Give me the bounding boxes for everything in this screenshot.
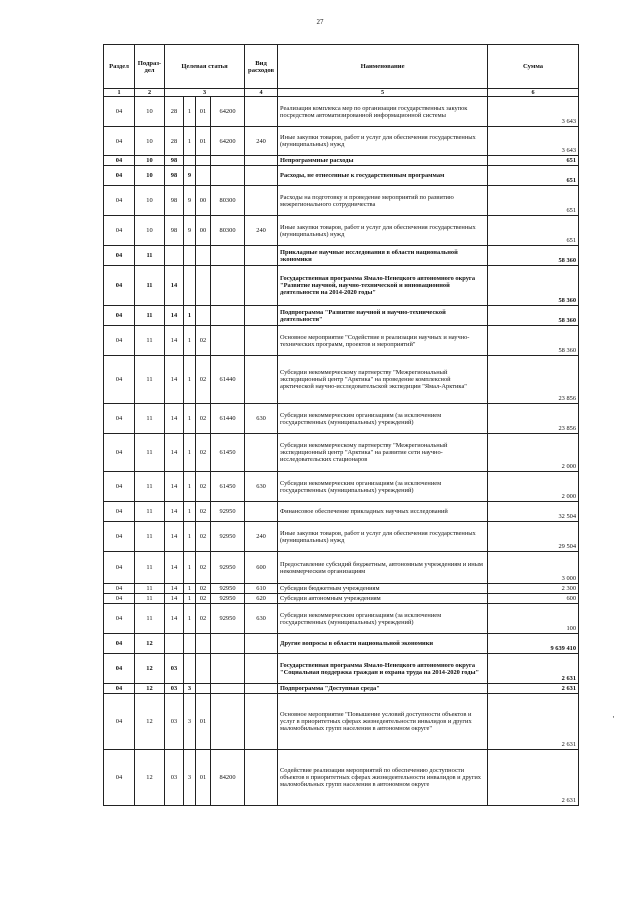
target-subprogram-cell: 1: [184, 472, 196, 502]
name-cell: Государственная программа Ямало-Ненецкого автономного округа "Развитие научной, научно-технической и инновационной деятельности на 2014-2020 годы": [278, 266, 488, 306]
column-number-5: 5: [278, 89, 488, 97]
target-activity-cell: [196, 634, 211, 654]
sum-cell: 651: [488, 216, 579, 246]
target-subprogram-cell: 3: [184, 684, 196, 694]
podrazdel-cell: 10: [135, 156, 165, 166]
name-cell: Предоставление субсидий бюджетным, автономным учреждениям и иным некоммерческим организациям: [278, 552, 488, 584]
target-program-cell: 14: [165, 434, 184, 472]
sum-cell: 58 360: [488, 266, 579, 306]
target-subprogram-cell: 9: [184, 166, 196, 186]
target-direction-cell: 80300: [211, 186, 245, 216]
table-row: [104, 594, 579, 604]
name-cell: Расходы, не отнесенные к государственным программам: [278, 166, 488, 186]
table-row: [104, 166, 579, 186]
table-row: [104, 127, 579, 156]
target-activity-cell: [196, 266, 211, 306]
target-program-cell: 14: [165, 594, 184, 604]
target-direction-cell: [211, 246, 245, 266]
target-subprogram-cell: 1: [184, 127, 196, 156]
name-cell: Субсидии автономным учреждениям: [278, 594, 488, 604]
target-subprogram-cell: 9: [184, 186, 196, 216]
razdel-cell: 04: [104, 594, 135, 604]
header-podrazdel: Подраз-дел: [135, 45, 165, 89]
name-cell: Иные закупки товаров, работ и услуг для обеспечения государственных (муниципальных) нужд: [278, 216, 488, 246]
table-row: [104, 306, 579, 326]
name-cell: Иные закупки товаров, работ и услуг для обеспечения государственных (муниципальных) нужд: [278, 127, 488, 156]
name-cell: Основное мероприятие "Повышение условий доступности объектов и услуг в приоритетных сферах жизнедеятельности инвалидов и других маломобильных групп населения в автономном округе": [278, 694, 488, 750]
sum-cell: 2 300: [488, 584, 579, 594]
podrazdel-cell: 11: [135, 356, 165, 404]
target-direction-cell: 84200: [211, 750, 245, 806]
target-program-cell: 14: [165, 472, 184, 502]
razdel-cell: 04: [104, 356, 135, 404]
table-row: [104, 97, 579, 127]
target-activity-cell: 00: [196, 216, 211, 246]
target-program-cell: 28: [165, 127, 184, 156]
name-cell: Субсидии некоммерческим организациям (за исключением государственных (муниципальных) учреждений): [278, 404, 488, 434]
table-row: [104, 156, 579, 166]
razdel-cell: 04: [104, 127, 135, 156]
razdel-cell: 04: [104, 684, 135, 694]
target-direction-cell: 61440: [211, 404, 245, 434]
sum-cell: 3 643: [488, 97, 579, 127]
podrazdel-cell: 10: [135, 186, 165, 216]
sum-cell: 2 631: [488, 750, 579, 806]
header-vid: Вид расходов: [245, 45, 278, 89]
vid-cell: [245, 266, 278, 306]
vid-cell: 610: [245, 584, 278, 594]
sum-cell: 100: [488, 604, 579, 634]
target-subprogram-cell: 1: [184, 97, 196, 127]
razdel-cell: 04: [104, 246, 135, 266]
sum-cell: 58 360: [488, 306, 579, 326]
target-activity-cell: 01: [196, 127, 211, 156]
vid-cell: [245, 434, 278, 472]
target-direction-cell: 80300: [211, 216, 245, 246]
razdel-cell: 04: [104, 434, 135, 472]
podrazdel-cell: 11: [135, 522, 165, 552]
razdel-cell: 04: [104, 156, 135, 166]
target-program-cell: 03: [165, 654, 184, 684]
target-direction-cell: 92950: [211, 584, 245, 594]
target-program-cell: [165, 634, 184, 654]
vid-cell: 600: [245, 552, 278, 584]
target-subprogram-cell: 1: [184, 404, 196, 434]
target-activity-cell: 01: [196, 97, 211, 127]
razdel-cell: 04: [104, 584, 135, 594]
sum-cell: 58 360: [488, 326, 579, 356]
sum-cell: 651: [488, 156, 579, 166]
target-program-cell: 98: [165, 156, 184, 166]
podrazdel-cell: 12: [135, 694, 165, 750]
table-row: [104, 634, 579, 654]
target-activity-cell: 02: [196, 604, 211, 634]
vid-cell: [245, 694, 278, 750]
vid-cell: [245, 306, 278, 326]
target-subprogram-cell: 9: [184, 216, 196, 246]
vid-cell: [245, 634, 278, 654]
header-sum: Сумма: [488, 45, 579, 89]
target-subprogram-cell: 1: [184, 584, 196, 594]
name-cell: Субсидии некоммерческому партнерству "Межрегиональный экспедиционный центр "Арктика" на развитие сети научно-исследовательских стационаров: [278, 434, 488, 472]
podrazdel-cell: 11: [135, 266, 165, 306]
target-program-cell: 14: [165, 404, 184, 434]
table-row: [104, 750, 579, 806]
sum-cell: 600: [488, 594, 579, 604]
header-name: Наименование: [278, 45, 488, 89]
target-program-cell: 14: [165, 552, 184, 584]
razdel-cell: 04: [104, 97, 135, 127]
target-activity-cell: 02: [196, 404, 211, 434]
sum-cell: 651: [488, 166, 579, 186]
target-subprogram-cell: 1: [184, 552, 196, 584]
vid-cell: [245, 684, 278, 694]
vid-cell: 240: [245, 127, 278, 156]
podrazdel-cell: 11: [135, 404, 165, 434]
vid-cell: [245, 356, 278, 404]
column-number-3: 3: [165, 89, 245, 97]
target-direction-cell: [211, 266, 245, 306]
table-row: [104, 472, 579, 502]
vid-cell: [245, 654, 278, 684]
target-direction-cell: [211, 326, 245, 356]
target-activity-cell: [196, 684, 211, 694]
name-cell: Основное мероприятие "Содействие в реализации научных и научно-технических программ, проектов и мероприятий": [278, 326, 488, 356]
name-cell: Другие вопросы в области национальной экономики: [278, 634, 488, 654]
table-row: [104, 552, 579, 584]
razdel-cell: 04: [104, 750, 135, 806]
target-activity-cell: [196, 156, 211, 166]
podrazdel-cell: 11: [135, 552, 165, 584]
vid-cell: [245, 186, 278, 216]
sum-cell: 2 631: [488, 654, 579, 684]
target-direction-cell: 92950: [211, 604, 245, 634]
target-program-cell: 28: [165, 97, 184, 127]
table-row: [104, 502, 579, 522]
target-direction-cell: 92950: [211, 594, 245, 604]
target-direction-cell: 61450: [211, 434, 245, 472]
column-number-4: 4: [245, 89, 278, 97]
sum-cell: 23 856: [488, 404, 579, 434]
sum-cell: 2 631: [488, 684, 579, 694]
target-program-cell: 14: [165, 306, 184, 326]
podrazdel-cell: 12: [135, 654, 165, 684]
sum-cell: 2 000: [488, 472, 579, 502]
stray-mark: ·: [612, 712, 615, 722]
vid-cell: 620: [245, 594, 278, 604]
name-cell: Расходы на подготовку и проведение мероприятий по развитию межрегионального сотрудничества: [278, 186, 488, 216]
target-subprogram-cell: [184, 266, 196, 306]
razdel-cell: 04: [104, 326, 135, 356]
name-cell: Содействие реализации мероприятий по обеспечению доступности объектов в приоритетных сферах жизнедеятельности инвалидов и других маломобильных групп населения в автономном округе: [278, 750, 488, 806]
sum-cell: 32 504: [488, 502, 579, 522]
name-cell: Реализация комплекса мер по организации государственных закупок посредством автоматизированной информационной системы: [278, 97, 488, 127]
header-razdel: Раздел: [104, 45, 135, 89]
target-direction-cell: 61450: [211, 472, 245, 502]
table-row: [104, 326, 579, 356]
target-activity-cell: [196, 654, 211, 684]
target-activity-cell: 02: [196, 552, 211, 584]
target-subprogram-cell: 1: [184, 522, 196, 552]
razdel-cell: 04: [104, 186, 135, 216]
table-row: [104, 434, 579, 472]
podrazdel-cell: 11: [135, 434, 165, 472]
table-row: [104, 266, 579, 306]
target-program-cell: 14: [165, 584, 184, 594]
podrazdel-cell: 12: [135, 750, 165, 806]
vid-cell: 240: [245, 522, 278, 552]
razdel-cell: 04: [104, 502, 135, 522]
sum-cell: 2 631: [488, 694, 579, 750]
target-subprogram-cell: 1: [184, 594, 196, 604]
target-activity-cell: 02: [196, 584, 211, 594]
podrazdel-cell: 10: [135, 166, 165, 186]
target-program-cell: 98: [165, 216, 184, 246]
vid-cell: [245, 97, 278, 127]
name-cell: Непрограммные расходы: [278, 156, 488, 166]
razdel-cell: 04: [104, 552, 135, 584]
razdel-cell: 04: [104, 472, 135, 502]
target-activity-cell: [196, 246, 211, 266]
podrazdel-cell: 11: [135, 306, 165, 326]
target-direction-cell: [211, 634, 245, 654]
razdel-cell: 04: [104, 604, 135, 634]
target-subprogram-cell: 1: [184, 604, 196, 634]
target-activity-cell: [196, 166, 211, 186]
target-activity-cell: 02: [196, 356, 211, 404]
podrazdel-cell: 10: [135, 127, 165, 156]
podrazdel-cell: 11: [135, 326, 165, 356]
target-subprogram-cell: 1: [184, 434, 196, 472]
target-activity-cell: [196, 306, 211, 326]
table-row: [104, 694, 579, 750]
vid-cell: [245, 156, 278, 166]
table-row: [104, 584, 579, 594]
target-program-cell: 14: [165, 326, 184, 356]
table-body: [104, 97, 579, 806]
table-row: [104, 356, 579, 404]
target-activity-cell: 02: [196, 472, 211, 502]
podrazdel-cell: 11: [135, 604, 165, 634]
vid-cell: 240: [245, 216, 278, 246]
sum-cell: 29 504: [488, 522, 579, 552]
sum-cell: 58 360: [488, 246, 579, 266]
sum-cell: 651: [488, 186, 579, 216]
podrazdel-cell: 11: [135, 594, 165, 604]
target-program-cell: 14: [165, 522, 184, 552]
sum-cell: 3 000: [488, 552, 579, 584]
table-row: [104, 216, 579, 246]
name-cell: Субсидии некоммерческому партнерству "Межрегиональный экспедиционный центр "Арктика" на проведение комплексной арктической научно-исследовательской экспедиции "Ямал-Арктика": [278, 356, 488, 404]
vid-cell: [245, 750, 278, 806]
razdel-cell: 04: [104, 522, 135, 552]
razdel-cell: 04: [104, 404, 135, 434]
name-cell: Субсидии некоммерческим организациям (за исключением государственных (муниципальных) учреждений): [278, 604, 488, 634]
target-subprogram-cell: [184, 246, 196, 266]
name-cell: Иные закупки товаров, работ и услуг для обеспечения государственных (муниципальных) нужд: [278, 522, 488, 552]
podrazdel-cell: 11: [135, 246, 165, 266]
sum-cell: 3 643: [488, 127, 579, 156]
table-row: [104, 604, 579, 634]
table-row: [104, 522, 579, 552]
sum-cell: 23 856: [488, 356, 579, 404]
target-direction-cell: 64200: [211, 127, 245, 156]
target-direction-cell: [211, 306, 245, 326]
podrazdel-cell: 11: [135, 502, 165, 522]
target-program-cell: 14: [165, 356, 184, 404]
name-cell: Субсидии бюджетным учреждениям: [278, 584, 488, 594]
target-program-cell: 98: [165, 186, 184, 216]
razdel-cell: 04: [104, 634, 135, 654]
target-direction-cell: 61440: [211, 356, 245, 404]
target-program-cell: 14: [165, 266, 184, 306]
target-program-cell: 14: [165, 604, 184, 634]
vid-cell: 630: [245, 472, 278, 502]
target-program-cell: 03: [165, 750, 184, 806]
razdel-cell: 04: [104, 306, 135, 326]
target-subprogram-cell: 3: [184, 694, 196, 750]
table-row: [104, 684, 579, 694]
name-cell: Подпрограмма "Доступная среда": [278, 684, 488, 694]
target-direction-cell: [211, 684, 245, 694]
table-row: [104, 654, 579, 684]
target-activity-cell: 02: [196, 502, 211, 522]
target-direction-cell: 64200: [211, 97, 245, 127]
target-activity-cell: 02: [196, 594, 211, 604]
vid-cell: [245, 502, 278, 522]
target-program-cell: 03: [165, 684, 184, 694]
vid-cell: [245, 166, 278, 186]
podrazdel-cell: 10: [135, 216, 165, 246]
vid-cell: 630: [245, 604, 278, 634]
name-cell: Субсидии некоммерческим организациям (за исключением государственных (муниципальных) учреждений): [278, 472, 488, 502]
target-direction-cell: [211, 654, 245, 684]
vid-cell: [245, 246, 278, 266]
name-cell: Государственная программа Ямало-Ненецкого автономного округа "Социальная поддержка граждан и охрана труда на 2014-2020 годы": [278, 654, 488, 684]
razdel-cell: 04: [104, 266, 135, 306]
target-activity-cell: 02: [196, 326, 211, 356]
column-number-6: 6: [488, 89, 579, 97]
podrazdel-cell: 12: [135, 684, 165, 694]
podrazdel-cell: 11: [135, 584, 165, 594]
target-subprogram-cell: 1: [184, 356, 196, 404]
podrazdel-cell: 11: [135, 472, 165, 502]
target-direction-cell: 92950: [211, 502, 245, 522]
name-cell: Прикладные научные исследования в области национальной экономики: [278, 246, 488, 266]
target-subprogram-cell: [184, 654, 196, 684]
podrazdel-cell: 10: [135, 97, 165, 127]
target-direction-cell: 92950: [211, 522, 245, 552]
sum-cell: 9 639 410: [488, 634, 579, 654]
razdel-cell: 04: [104, 654, 135, 684]
target-direction-cell: 92950: [211, 552, 245, 584]
page-number: 27: [316, 18, 324, 26]
target-program-cell: 14: [165, 502, 184, 522]
target-activity-cell: 02: [196, 434, 211, 472]
target-subprogram-cell: 1: [184, 326, 196, 356]
name-cell: Финансовое обеспечение прикладных научных исследований: [278, 502, 488, 522]
sum-cell: 2 000: [488, 434, 579, 472]
budget-table: [103, 44, 579, 806]
target-subprogram-cell: [184, 634, 196, 654]
razdel-cell: 04: [104, 166, 135, 186]
name-cell: Подпрограмма "Развитие научной и научно-технической деятельности": [278, 306, 488, 326]
table-row: [104, 186, 579, 216]
target-program-cell: 98: [165, 166, 184, 186]
target-activity-cell: 02: [196, 522, 211, 552]
target-subprogram-cell: 1: [184, 502, 196, 522]
table-row: [104, 246, 579, 266]
target-activity-cell: 00: [196, 186, 211, 216]
target-program-cell: [165, 246, 184, 266]
header-target: Целевая статья: [165, 45, 245, 89]
column-number-1: 1: [104, 89, 135, 97]
target-program-cell: 03: [165, 694, 184, 750]
razdel-cell: 04: [104, 216, 135, 246]
target-activity-cell: 01: [196, 750, 211, 806]
target-direction-cell: [211, 166, 245, 186]
target-activity-cell: 01: [196, 694, 211, 750]
target-subprogram-cell: [184, 156, 196, 166]
razdel-cell: 04: [104, 694, 135, 750]
target-subprogram-cell: 1: [184, 306, 196, 326]
table-row: [104, 404, 579, 434]
vid-cell: [245, 326, 278, 356]
target-direction-cell: [211, 694, 245, 750]
column-number-2: 2: [135, 89, 165, 97]
podrazdel-cell: 12: [135, 634, 165, 654]
vid-cell: 630: [245, 404, 278, 434]
target-direction-cell: [211, 156, 245, 166]
target-subprogram-cell: 3: [184, 750, 196, 806]
